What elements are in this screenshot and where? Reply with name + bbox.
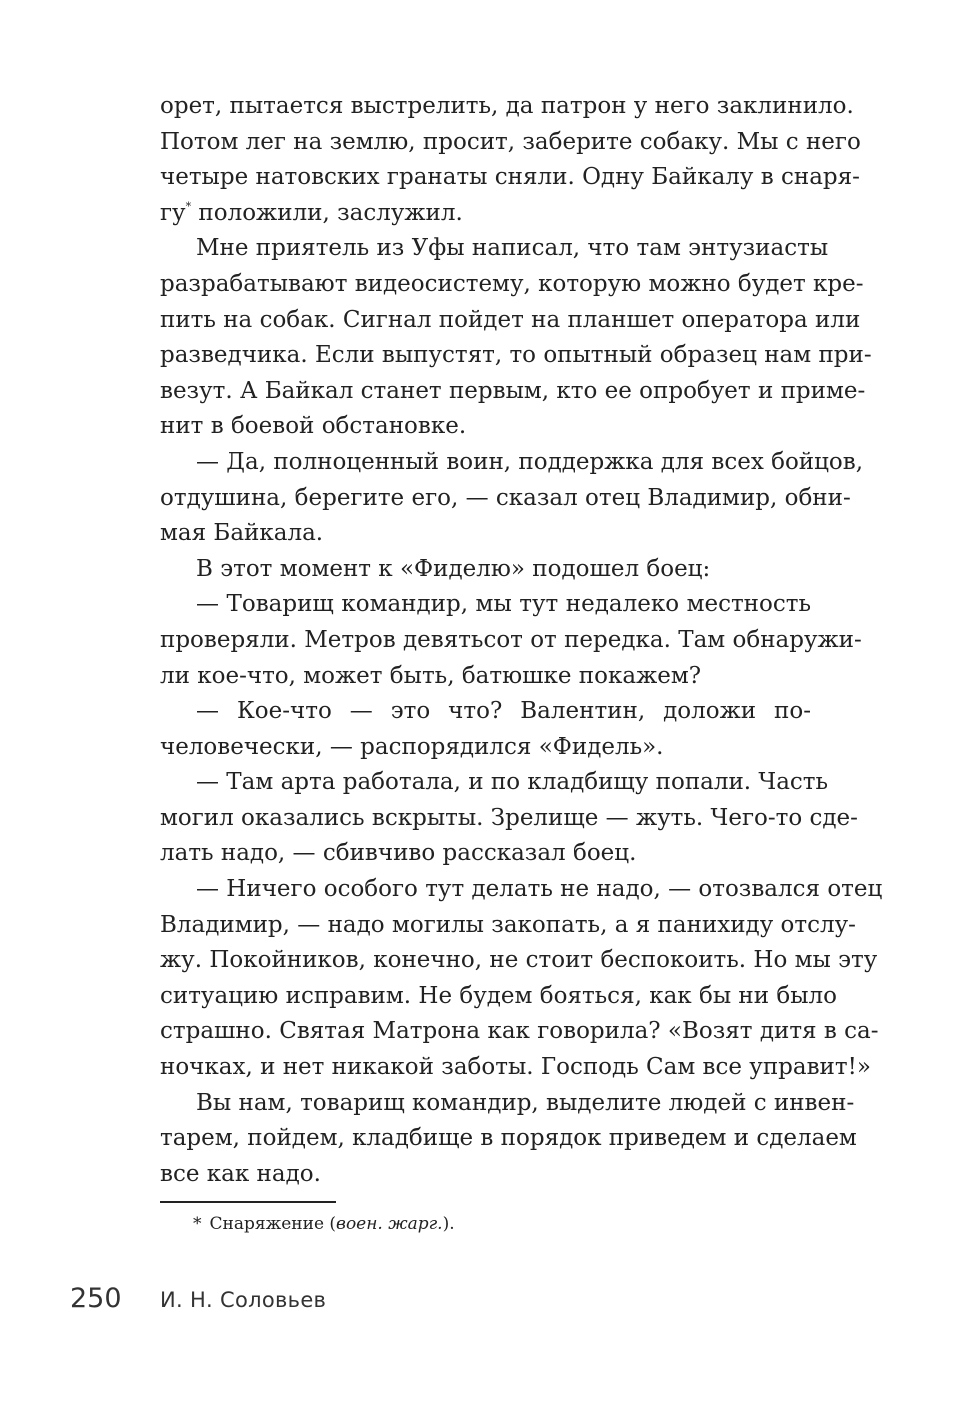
footnote-rule [160,1201,336,1203]
text-line: — Ничего особого тут делать не надо, — отозвался отец [196,876,883,903]
text-line: жу. Покойников, конечно, не стоит беспокоить. Но мы эту [160,947,878,974]
text-line: мая Байкала. [160,520,324,547]
text-line: ночках, и нет никакой заботы. Господь Сам все управит!» [160,1054,871,1081]
text-line: В этот момент к «Фиделю» подошел боец: [196,555,711,582]
paragraph [160,89,861,231]
text-line: разрабатывают видеосистему, которую можно будет кре- [160,270,864,297]
text-line: Потом лег на землю, просит, заберите собаку. Мы с него [160,128,861,155]
text-line: Мне приятель из Уфы написал, что там энтузиасты [196,235,829,262]
text-line: — Товарищ командир, мы тут недалеко местность [196,591,811,618]
body-text [160,89,883,1192]
footnote-italic: воен. жарг. [336,1214,443,1234]
text-line: ли кое-что, может быть, батюшке покажем? [160,662,702,689]
paragraph [160,694,811,765]
text-line: могил оказались вскрыты. Зрелище — жуть. Чего-то сде- [160,804,858,831]
running-author: И. Н. Соловьев [160,1288,327,1312]
text-line: проверяли. Метров девятьсот от передка. Там обнаружи- [160,626,862,653]
paragraph [160,231,872,445]
text-line: — Кое-что — это что? Валентин, доложи по- [196,698,811,725]
footnote-text: Снаряжение ( [209,1214,337,1234]
text-line: тарем, пойдем, кладбище в порядок приведем и сделаем [160,1125,857,1152]
paragraph [160,1086,857,1193]
text-line: лать надо, — сбивчиво рассказал боец. [160,840,637,867]
paragraph [160,445,864,552]
text-line: человечески, — распорядился «Фидель». [160,733,664,760]
paragraph [160,765,858,872]
paragraph [160,872,883,1086]
paragraph [160,552,811,588]
paragraph [160,587,862,694]
text-line: гу* положили, заслужил. [160,199,463,226]
text-line: четыре натовских гранаты сняли. Одну Байкалу в снаря- [160,164,860,191]
page-number: 250 [70,1283,122,1314]
text-line: — Там арта работала, и по кладбищу попали. Часть [196,769,829,796]
footnote [193,1214,455,1234]
text-line: разведчика. Если выпустят, то опытный образец нам при- [160,342,872,369]
text-line: нит в боевой обстановке. [160,413,467,440]
text-line: все как надо. [160,1160,321,1187]
footnote-reference: * [185,199,192,213]
text-line: везут. А Байкал станет первым, кто ее опробует и приме- [160,377,866,404]
text-line: отдушина, берегите его, — сказал отец Владимир, обни- [160,484,851,511]
text-line: страшно. Святая Матрона как говорила? «Возят дитя в са- [160,1018,879,1045]
footnote-mark: * [193,1214,202,1234]
footnote-tail: ). [442,1214,455,1234]
text-line: ситуацию исправим. Не будем бояться, как бы ни было [160,982,838,1009]
text-line: пить на собак. Сигнал пойдет на планшет оператора или [160,306,861,333]
text-line: орет, пытается выстрелить, да патрон у него заклинило. [160,93,854,119]
text-line: — Да, полноценный воин, поддержка для всех бойцов, [196,448,864,475]
text-line: Владимир, — надо могилы закопать, а я панихиду отслу- [160,911,856,938]
text-line: Вы нам, товарищ командир, выделите людей с инвен- [196,1089,855,1116]
